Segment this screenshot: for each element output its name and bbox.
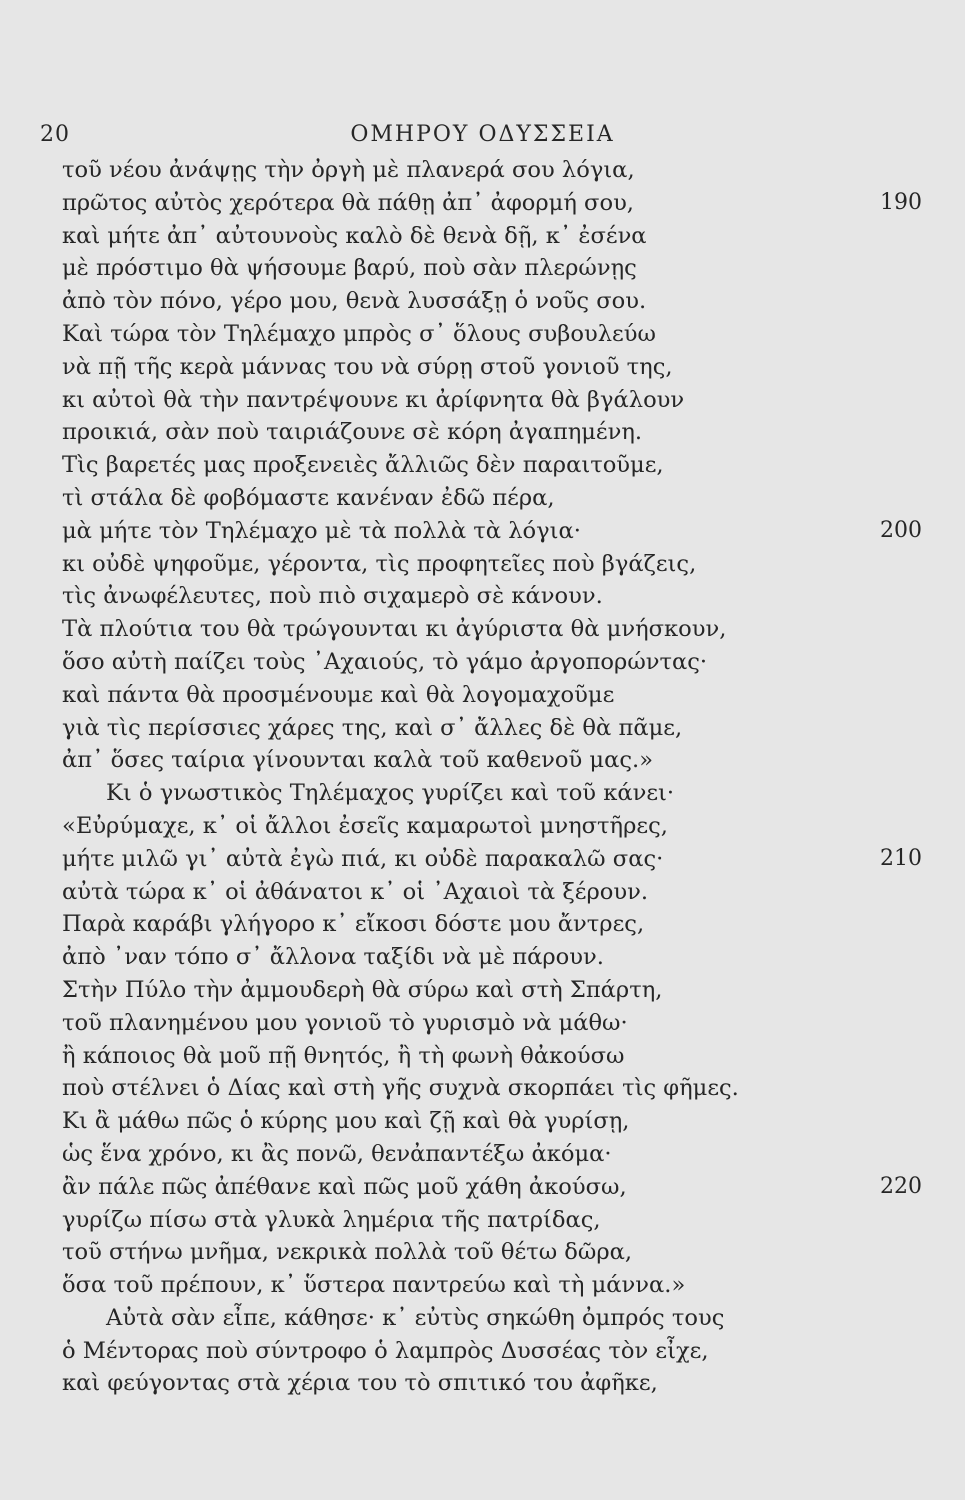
verse-text: νὰ πῇ τῆς κερὰ μάννας του νὰ σύρῃ στοῦ γονιοῦ της,: [62, 353, 673, 380]
verse-text: μήτε μιλῶ γι᾽ αὐτὰ ἐγὼ πιά, κι οὐδὲ παρακαλῶ σας·: [62, 845, 664, 872]
verse-line: [62, 941, 922, 974]
verse-line: [62, 351, 922, 384]
verse-line: [62, 1367, 922, 1400]
verse-line: [62, 1236, 922, 1269]
verse-text: ἢ κάποιος θὰ μοῦ πῇ θνητός, ἢ τὴ φωνὴ θἀκούσω: [62, 1042, 625, 1069]
verse-text: γιὰ τὶς περίσσιες χάρες της, καὶ σ᾽ ἄλλες δὲ θὰ πᾶμε,: [62, 714, 683, 741]
verse-block: [62, 154, 922, 1400]
verse-text: Τὶς βαρετές μας προξενειὲς ἄλλιῶς δὲν παραιτοῦμε,: [62, 452, 664, 479]
verse-line: [62, 777, 922, 810]
verse-text: γυρίζω πίσω στὰ γλυκὰ λημέρια τῆς πατρίδας,: [62, 1206, 601, 1233]
verse-line: [62, 1171, 922, 1204]
verse-line: [62, 974, 922, 1007]
verse-text: τοῦ πλανημένου μου γονιοῦ τὸ γυρισμὸ νὰ μάθω·: [62, 1009, 628, 1036]
verse-line: [62, 1335, 922, 1368]
verse-text: προικιά, σὰν ποὺ ταιριάζουνε σὲ κόρη ἀγαπημένη.: [62, 419, 643, 446]
verse-text: μὰ μήτε τὸν Τηλέμαχο μὲ τὰ πολλὰ τὰ λόγια·: [62, 517, 581, 544]
verse-text: Αὐτὰ σὰν εἶπε, κάθησε· κ᾽ εὐτὺς σηκώθη ὀμπρός τους: [106, 1304, 725, 1331]
verse-line: [62, 908, 922, 941]
verse-line: [62, 679, 922, 712]
verse-text: ποὺ στέλνει ὁ Δίας καὶ στὴ γῆς συχνὰ σκορπάει τὶς φῆμες.: [62, 1075, 739, 1102]
verse-text: ὅσα τοῦ πρέπουν, κ᾽ ὕστερα παντρεύω καὶ τὴ μάννα.»: [62, 1272, 686, 1299]
verse-line: [62, 1138, 922, 1171]
verse-text: καὶ πάντα θὰ προσμένουμε καὶ θὰ λογομαχοῦμε: [62, 681, 615, 708]
verse-text: κι αὐτοὶ θὰ τὴν παντρέψουνε κι ἀρίφνητα θὰ βγάλουν: [62, 386, 685, 413]
verse-text: ὡς ἕνα χρόνο, κι ἂς πονῶ, θενἀπαντέξω ἀκόμα·: [62, 1140, 612, 1167]
verse-line: [62, 154, 922, 187]
verse-text: τοῦ στήνω μνῆμα, νεκρικὰ πολλὰ τοῦ θέτω δῶρα,: [62, 1239, 633, 1266]
verse-text: τὶς ἀνωφέλευτες, ποὺ πιὸ σιχαμερὸ σὲ κάνουν.: [62, 583, 603, 610]
verse-text: Τὰ πλούτια του θὰ τρώγουνται κι ἀγύριστα θὰ μνήσκουν,: [62, 616, 727, 643]
verse-line: [62, 1269, 922, 1302]
line-number: 220: [880, 1173, 922, 1199]
verse-text: καὶ μήτε ἀπ᾽ αὐτουνοὺς καλὸ δὲ θενὰ δῇ, κ᾽ ἐσένα: [62, 222, 647, 249]
verse-line: [62, 482, 922, 515]
verse-text: «Εὐρύμαχε, κ᾽ οἱ ἄλλοι ἐσεῖς καμαρωτοὶ μνηστῆρες,: [62, 812, 668, 839]
verse-text: μὲ πρόστιμο θὰ ψήσουμε βαρύ, ποὺ σὰν πλερώνῃς: [62, 255, 637, 282]
line-number: 210: [880, 845, 922, 871]
verse-text: Στὴν Πύλο τὴν ἀμμουδερὴ θὰ σύρω καὶ στὴ Σπάρτη,: [62, 976, 663, 1003]
verse-text: Παρὰ καράβι γλήγορο κ᾽ εἴκοσι δόστε μου ἄντρες,: [62, 911, 645, 938]
verse-text: τὶ στάλα δὲ φοβόμαστε κανέναν ἐδῶ πέρα,: [62, 484, 555, 511]
running-head: ΟΜΗΡΟΥ ΟΔΥΣΣΕΙΑ: [350, 122, 615, 147]
verse-text: Κι ὁ γνωστικὸς Τηλέμαχος γυρίζει καὶ τοῦ κάνει·: [106, 780, 675, 807]
line-number: 200: [880, 517, 922, 543]
verse-line: [62, 1302, 922, 1335]
verse-line: [62, 285, 922, 318]
page-number: 20: [40, 122, 70, 147]
verse-text: ὅσο αὐτὴ παίζει τοὺς ᾿Αχαιούς, τὸ γάμο ἀργοπορώντας·: [62, 648, 708, 675]
verse-line: [62, 1007, 922, 1040]
verse-text: ἂν πάλε πῶς ἀπέθανε καὶ πῶς μοῦ χάθη ἀκούσω,: [62, 1173, 627, 1200]
verse-line: [62, 712, 922, 745]
verse-line: [62, 580, 922, 613]
verse-text: ὁ Μέντορας ποὺ σύντροφο ὁ λαμπρὸς Δυσσέας τὸν εἶχε,: [62, 1337, 709, 1364]
verse-line: [62, 1105, 922, 1138]
verse-text: κι οὐδὲ ψηφοῦμε, γέροντα, τὶς προφητεῖες ποὺ βγάζεις,: [62, 550, 697, 577]
verse-text: ἀπὸ τὸν πόνο, γέρο μου, θενὰ λυσσάξῃ ὁ νοῦς σου.: [62, 288, 647, 315]
verse-line: [62, 843, 922, 876]
verse-line: [62, 876, 922, 909]
verse-line: [62, 1072, 922, 1105]
verse-line: [62, 449, 922, 482]
verse-line: [62, 416, 922, 449]
verse-line: [62, 1040, 922, 1073]
verse-line: [62, 744, 922, 777]
verse-line: [62, 187, 922, 220]
verse-text: Καὶ τώρα τὸν Τηλέμαχο μπρὸς σ᾽ ὅλους συβουλεύω: [62, 320, 656, 347]
verse-text: ἀπ᾽ ὅσες ταίρια γίνουνται καλὰ τοῦ καθενοῦ μας.»: [62, 747, 654, 774]
verse-line: [62, 252, 922, 285]
verse-line: [62, 1204, 922, 1237]
verse-text: πρῶτος αὐτὸς χερότερα θὰ πάθῃ ἀπ᾽ ἀφορμή σου,: [62, 189, 634, 216]
verse-line: [62, 810, 922, 843]
verse-line: [62, 318, 922, 351]
verse-text: καὶ φεύγοντας στὰ χέρια του τὸ σπιτικό του ἀφῆκε,: [62, 1370, 658, 1397]
verse-text: ἀπὸ ᾿ναν τόπο σ᾽ ἄλλονα ταξίδι νὰ μὲ πάρουν.: [62, 944, 604, 971]
verse-line: [62, 646, 922, 679]
verse-text: Κι ἂ μάθω πῶς ὁ κύρης μου καὶ ζῇ καὶ θὰ γυρίσῃ,: [62, 1108, 630, 1135]
line-number: 190: [880, 189, 922, 215]
verse-line: [62, 548, 922, 581]
verse-line: [62, 613, 922, 646]
verse-line: [62, 220, 922, 253]
verse-line: [62, 384, 922, 417]
verse-text: τοῦ νέου ἀνάψῃς τὴν ὀργὴ μὲ πλανερά σου λόγια,: [62, 157, 635, 183]
verse-text: αὐτὰ τώρα κ᾽ οἱ ἀθάνατοι κ᾽ οἱ ᾿Αχαιοὶ τὰ ξέρουν.: [62, 878, 649, 905]
verse-line: [62, 515, 922, 548]
